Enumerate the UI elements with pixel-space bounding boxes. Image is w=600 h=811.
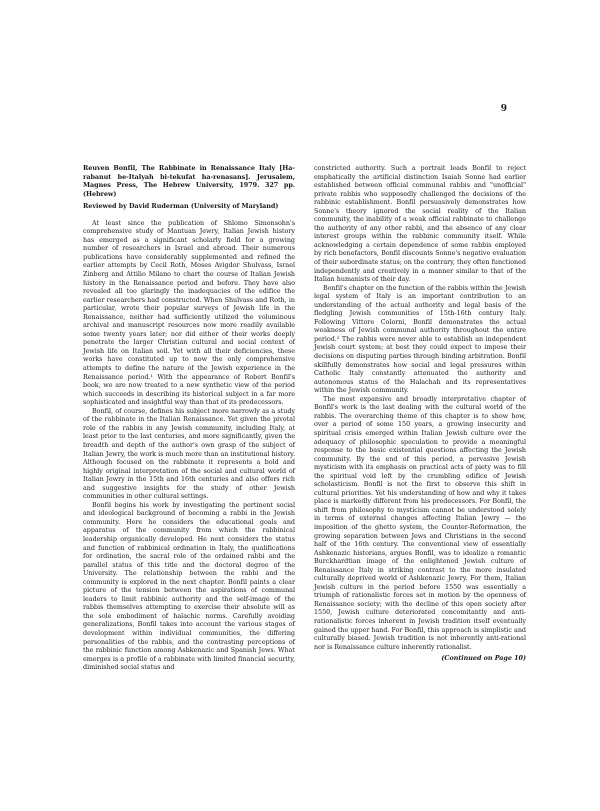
reviewer-line: Reviewed by David Ruderman (University of Maryland) — [83, 202, 279, 211]
left-column — [83, 164, 295, 672]
paragraph: Bonfil's chapter on the function of the rabbis within the Jewish legal system of Italy is an important contribution to an understanding of the actual authority and legal basis of the fledgling Jewish communities of 15th-16th century Italy. Following Vittore Colorni, Bonfil demonstrates the actual weakness of Jewish communal authority throughout the entire period.² The rabbis were never able to establish an independent Jewish court system; at best they could expect to impose their decisions on disputing parties through binding arbitration. Bonfil skillfully demonstrates how social and legal pressures within Catholic Italy constantly attenuated the authority and autonomous status of the Halachah and its representatives within the Jewish community. — [314, 283, 526, 395]
page-number: 9 — [500, 104, 507, 114]
paragraph: Bonfil begins his work by investigating the pertinent social and ideological background of becoming a rabbi in the Jewish community. Here he considers the educational goals and apparatus of the community from which the rabbinical leadership organically developed. He next considers the status and function of rabbinical ordination in Italy, the qualifications for ordination, the sacral role of the ordained rabbi and the parallel status of this title and the doctoral degree of the University. The relationship between the rabbi and the community is explored in the next chapter. Bonfil paints a clear picture of the tension between the aspirations of communal leaders to limit rabbinic authority and the self-image of the rabbis themselves attempting to exercise their absolute will as the sole embodiment of halachic norms. Carefully avoiding generalizations, Bonfil takes into account the various stages of development within individual communities, the differing personalities of the rabbis, and the contrasting perceptions of the rabbinic function among Ashkenazic and Spanish Jews. What emerges is a profile of a rabbinate with limited financial security, diminished social status and — [83, 500, 295, 672]
review-citation: Reuven Bonfil, The Rabbinate in Renaissance Italy [Ha-rabanut be-Italyah bi-tekufat ha-renasans]. Jerusalem, Magnes Press, The Hebrew University, 1979. 327 pp. (Hebrew) — [83, 164, 295, 198]
continued-note: (Continued on Page 10) — [441, 654, 526, 663]
right-column — [314, 164, 526, 663]
paragraph: At least since the publication of Shlomo Simonsohn's comprehensive study of Mantuan Jewry, Italian Jewish history has emerged as a significant scholarly field for a growing number of researchers in Israel and abroad. Their numerous publications have considerably supplemented and refined the earlier attempts by Cecil Roth, Moses Avigdor Shulvass, Israel Zinberg and Attilio Milano to chart the course of Italian Jewish history in the Renaissance period and before. They have also revealed all too glaringly the inadequacies of the edifice the earlier researchers had constructed. When Shulvass and Roth, in particular, wrote their popular surveys of Jewish life in the Renaissance, neither had sufficiently utilized the voluminous archival and manuscript resources now more readily available some twenty years later; nor did either of their works deeply penetrate the larger Christian cultural and social context of Jewish life on Italian soil. Yet with all their deficiencies, these works have constituted up to now the only comprehensive attempts to define the nature of the Jewish experience in the Renaissance period.¹ With the appearance of Robert Bonfil's book, we are now treated to a new synthetic view of the period which succeeds in describing its historical subject in a far more sophisticated and insightful way than that of its predecessors. — [83, 218, 295, 407]
paragraph: The most expansive and broadly interpretative chapter of Bonfil's work is the last dealing with the cultural world of the rabbis. The overarching theme of this chapter is to show how, over a period of some 150 years, a growing insecurity and spiritual crisis emerged within Italian Jewish culture over the adequacy of philosophic speculation to provide a meaningful response to the basic existential questions affecting the Jewish community. By the end of this period, a pervasive Jewish mysticism with its emphasis on practical acts of piety was to fill the spiritual void left by the crumbling edifice of Jewish scholasticism. Bonfil is not the first to observe this shift in cultural priorities. Yet his understanding of how and why it takes place is markedly different from his predecessors. For Bonfil, the shift from philosophy to mysticism cannot be understood solely in terms of external changes affecting Italian Jewry — the imposition of the ghetto system, the Counter-Reformation, the growing separation between Jews and Christians in the second half of the 16th century. The conventional view of essentially Ashkenazic historians, argues Bonfil, was to idealize a romantic Burckhardtian image of the enlightened Jewish culture of Renaissance Italy in striking contrast to the more insulated culturally deprived world of Ashkenazic Jewry. For them, Italian Jewish culture in the period before 1550 was essentially a triumph of rationalistic forces set in motion by the openness of Renaissance society; with the decline of this open society after 1550, Jewish culture deteriorated concomitantly and anti-rationalistic forces inherent in Jewish tradition itself eventually gained the upper hand. For Bonfil, this approach is simplistic and culturally biased. Jewish tradition is not inherently anti-rational nor is Renaissance culture inherently rationalist. — [314, 394, 526, 651]
paragraph: Bonfil, of course, defines his subject more narrowly as a study of the rabbinate in the Italian Renaissance. Yet given the pivotal role of the rabbis in any Jewish community, including Italy, at least prior to the last centuries, and more significantly, given the breadth and depth of the author's own grasp of the subject of Italian Jewry, the work is much more than an institutional history. Although focused on the rabbinate it represents a bold and highly original interpretation of the social and cultural world of Italian Jewry in the 15th and 16th centuries and also offers rich and suggestive insights for the study of other Jewish communities in other cultural settings. — [83, 406, 295, 501]
paragraph: constricted authority. Such a portrait leads Bonfil to reject emphatically the artificial distinction Isaiah Sonne had earlier established between official communal rabbis and "unofficial" private rabbis who supposedly challenged the decisions of the rabbinic establishment. Bonfil persuasively demonstrates how Sonne's theory ignored the social reality of the Italian community, the inability of a weak official rabbinate to challenge the authority of any other rabbi, and the absence of any clear interest groups within the rabbinic community itself. While acknowledging a certain dependence of some rabbis employed by rich benefactors, Bonfil discounts Sonne's negative evaluation of their subordinate status; on the contrary, they often functioned independently and creatively in a manner similar to that of the Italian humanists of their day. — [314, 164, 526, 284]
